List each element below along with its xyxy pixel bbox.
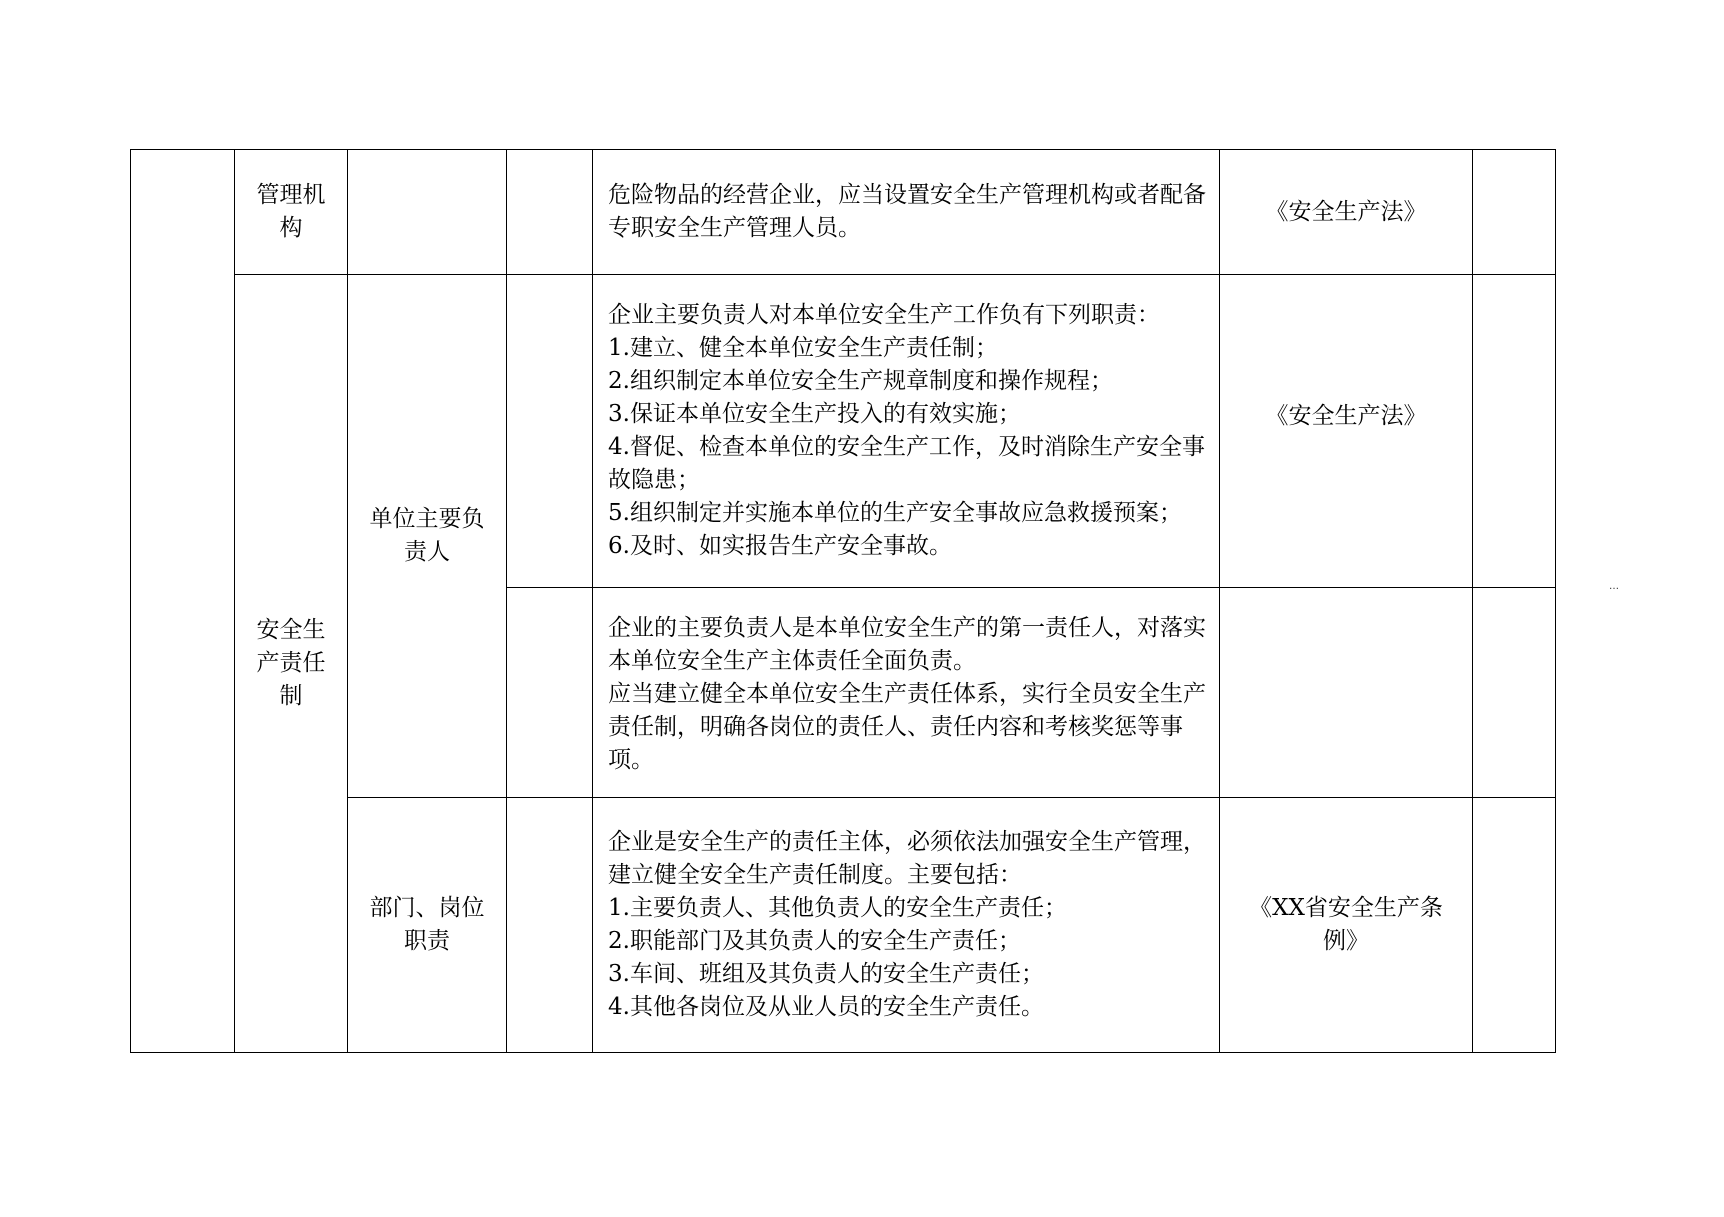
content-line: 4.其他各岗位及从业人员的安全生产责任。 xyxy=(608,994,1044,1020)
table-row xyxy=(131,275,1556,588)
content-line: 5.组织制定并实施本单位的生产安全事故应急救援预案； xyxy=(608,500,1182,526)
category-label: 管理机构 xyxy=(256,182,326,241)
law-cell xyxy=(1220,798,1473,1053)
law-reference: 《XX省安全生产条例》 xyxy=(1249,895,1443,954)
side-margin-mark: … xyxy=(1609,581,1619,592)
content-cell xyxy=(593,588,1220,798)
regulation-table xyxy=(130,149,1556,1053)
content-line: 企业主要负责人对本单位安全生产工作负有下列职责： xyxy=(608,302,1160,328)
content-line: 6.及时、如实报告生产安全事故。 xyxy=(608,533,952,559)
subitem-cell xyxy=(348,275,507,798)
content-line: 2.组织制定本单位安全生产规章制度和操作规程； xyxy=(608,368,1113,394)
category-cell xyxy=(235,150,348,275)
subitem-label: 单位主要负责人 xyxy=(369,506,485,565)
law-cell xyxy=(1220,150,1473,275)
content-cell xyxy=(593,150,1220,275)
empty-cell xyxy=(507,798,593,1053)
content-line: 1.主要负责人、其他负责人的安全生产责任； xyxy=(608,895,1067,921)
category-label: 安全生产责任制 xyxy=(256,617,326,709)
empty-cell xyxy=(1473,588,1556,798)
empty-cell xyxy=(348,150,507,275)
subitem-label: 部门、岗位职责 xyxy=(369,895,485,954)
empty-cell xyxy=(507,150,593,275)
content-line: 3.保证本单位安全生产投入的有效实施； xyxy=(608,401,1021,427)
empty-cell xyxy=(131,150,235,1053)
category-cell xyxy=(235,275,348,1053)
law-reference: 《安全生产法》 xyxy=(1265,403,1427,429)
content-line: 企业的主要负责人是本单位安全生产的第一责任人，对落实本单位安全生产主体责任全面负责。 xyxy=(608,615,1206,674)
empty-cell xyxy=(1473,275,1556,588)
empty-cell xyxy=(507,588,593,798)
law-cell xyxy=(1220,275,1473,588)
content-cell xyxy=(593,275,1220,588)
content-line: 1.建立、健全本单位安全生产责任制； xyxy=(608,335,998,361)
empty-cell xyxy=(1220,588,1473,798)
empty-cell xyxy=(1473,150,1556,275)
content-text: 危险物品的经营企业，应当设置安全生产管理机构或者配备专职安全生产管理人员。 xyxy=(608,182,1206,241)
content-line: 3.车间、班组及其负责人的安全生产责任； xyxy=(608,961,1044,987)
content-line: 企业是安全生产的责任主体，必须依法加强安全生产管理，建立健全安全生产责任制度。主要包括： xyxy=(608,829,1206,888)
content-line: 4.督促、检查本单位的安全生产工作，及时消除生产安全事故隐患； xyxy=(608,434,1205,493)
law-reference: 《安全生产法》 xyxy=(1265,198,1427,225)
content-line: 应当建立健全本单位安全生产责任体系，实行全员安全生产责任制，明确各岗位的责任人、责任内容和考核奖惩等事项。 xyxy=(608,681,1206,773)
table-row xyxy=(131,150,1556,275)
empty-cell xyxy=(507,275,593,588)
empty-cell xyxy=(1473,798,1556,1053)
subitem-cell xyxy=(348,798,507,1053)
content-cell xyxy=(593,798,1220,1053)
content-line: 2.职能部门及其负责人的安全生产责任； xyxy=(608,928,1021,954)
